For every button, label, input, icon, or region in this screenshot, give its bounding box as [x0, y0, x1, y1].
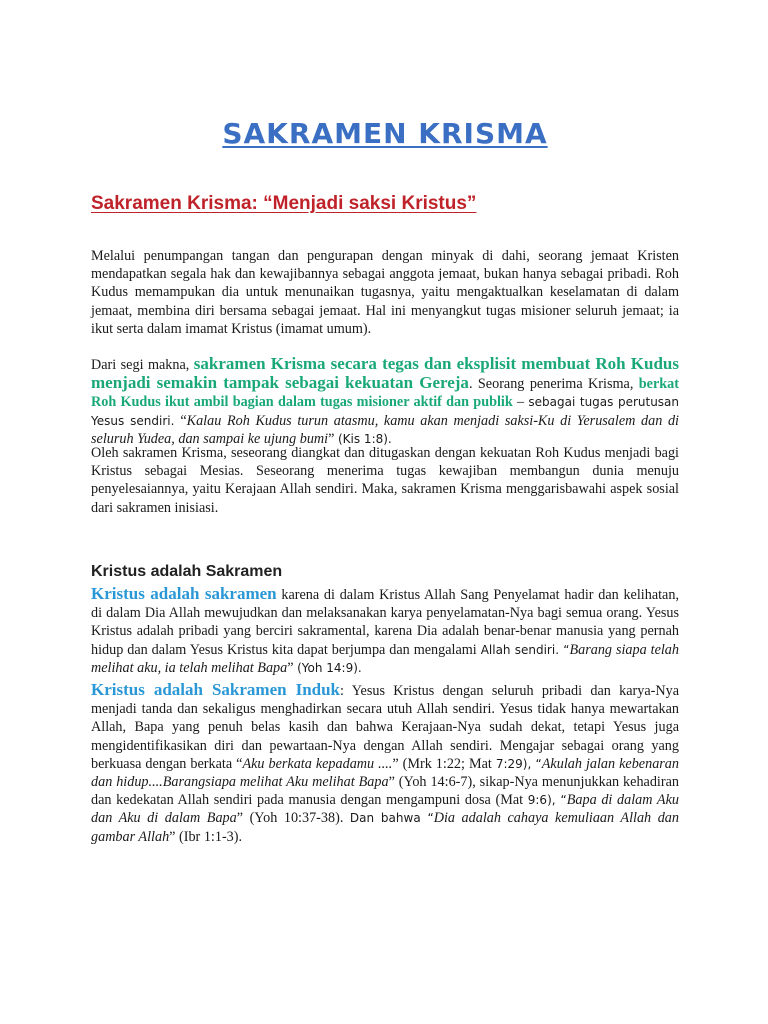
page-title: SAKRAMEN KRISMA — [222, 117, 548, 150]
citation: (Kis 1:8). — [337, 431, 392, 446]
paragraph-kristus-sakramen — [91, 585, 679, 677]
paragraph-sakramen-induk — [91, 681, 679, 846]
text-run: Dari segi makna, — [91, 357, 194, 373]
quote-text: Barang siapa telah melihat aku, ia telah melihat Bapa — [91, 641, 679, 676]
citation: (Yoh 14:9). — [297, 660, 362, 675]
text-run: : Yesus Kristus dengan seluruh pribadi dan karya-Nya menjadi tanda dan sekaligus menghadirkan secara utuh Allah sendiri. Yesus tidak hanya mewartakan Allah, Bapa yang penuh belas kasih dan bahwa Kerajaan-Nya sudah dekat, tetapi Yesus juga mengidentifikasikan diri dan pewartaan-Nya dengan Allah sendiri. Mengajar sebagai orang yang berkuasa dengan berkata “ — [91, 683, 679, 772]
paragraph-mesias: Oleh sakramen Krisma, seseorang diangkat dan ditugaskan dengan kekuatan Roh Kudus menjadi bagi Kristus sebagai Mesias. Seseorang menerima tugas kewajiban membangun dunia menuju penyelesaiannya, yaitu Kerajaan Allah sendiri. Maka, sakramen Krisma menggarisbawahi aspek sosial dari sakramen inisiasi. — [91, 445, 679, 516]
quote-text: Aku berkata kepadamu .... — [242, 755, 393, 772]
text-run: Allah sendiri. “ — [480, 642, 570, 657]
citation: 9:6), “ — [527, 793, 567, 808]
highlight-text: Kristus adalah sakramen — [91, 584, 277, 603]
quote-text: Bapa di dalam Aku dan Aku di dalam Bapa — [91, 792, 679, 827]
quote-text: Dia adalah cahaya kemuliaan Allah dan gambar Allah — [91, 810, 679, 845]
section-subtitle: Sakramen Krisma: “Menjadi saksi Kristus” — [91, 193, 477, 214]
text-run: ” (Yoh 14:6-7), sikap-Nya menunjukkan kehadiran dan kedekatan Allah sendiri pada manusia dengan mengampuni dosa (Mat — [91, 774, 679, 809]
text-run: ” (Yoh 10:37-38). — [236, 810, 350, 827]
text-run: Dan bahwa “ — [349, 811, 434, 826]
text-run: ” (Ibr 1:1-3). — [169, 828, 243, 845]
text-run: karena di dalam Kristus Allah Sang Penyelamat hadir dan kelihatan, di dalam Dia Allah mewujudkan dan melaksanakan karya penyelamatan-Nya bagi semua orang. Yesus Kristus adalah pribadi yang berciri sakramental, karena Dia adalah benar-benar manusia yang pernah hidup dan dalam Yesus Kristus kita dapat berjumpa dan mengalami — [91, 587, 679, 658]
text-run: ” — [287, 659, 298, 676]
paragraph-makna — [91, 355, 679, 448]
quote-text: Kalau Roh Kudus turun atasmu, kamu akan menjadi saksi-Ku di Yerusalem dan di seluruh Yudea, dan sampai ke ujung bumi — [91, 412, 679, 447]
quote-text: Akulah jalan kebenaran dan hidup....Barangsiapa melihat Aku melihat Bapa — [91, 755, 679, 791]
text-run: . Seorang penerima Krisma, — [468, 376, 639, 393]
section-heading: Kristus adalah Sakramen — [91, 563, 283, 580]
text-run: – — [512, 394, 529, 411]
highlight-text: berkat Roh Kudus ikut ambil bagian dalam tugas misioner aktif dan publik — [91, 376, 679, 411]
highlight-text: Kristus adalah Sakramen Induk — [91, 680, 341, 699]
paragraph-intro: Melalui penumpangan tangan dan pengurapan dengan minyak di dahi, seorang jemaat Kristen mendapatkan segala hak dan kewajibannya sebagai anggota jemaat, bukan hanya sebagai pribadi. Roh Kudus memampukan dia untuk menunaikan tugasnya, yaitu mengaktualkan keselamatan di dalam jemaat, membina diri bersama sebagai jemaat. Hal ini menyangkut tugas misioner seluruh jemaat; ia ikut serta dalam imamat Kristus (imamat umum). — [91, 248, 679, 337]
text-run: ” — [328, 430, 338, 447]
highlight-text: sakramen Krisma secara tegas dan eksplisit membuat Roh Kudus menjadi semakin tampak sebagai kekuatan Gereja — [91, 354, 679, 393]
text-run: “ — [180, 412, 187, 429]
citation: 7:29), “ — [495, 756, 542, 771]
text-run: ” (Mrk 1:22; Mat — [392, 755, 496, 772]
text-run: sebagai tugas perutusan Yesus sendiri. — [91, 395, 680, 428]
